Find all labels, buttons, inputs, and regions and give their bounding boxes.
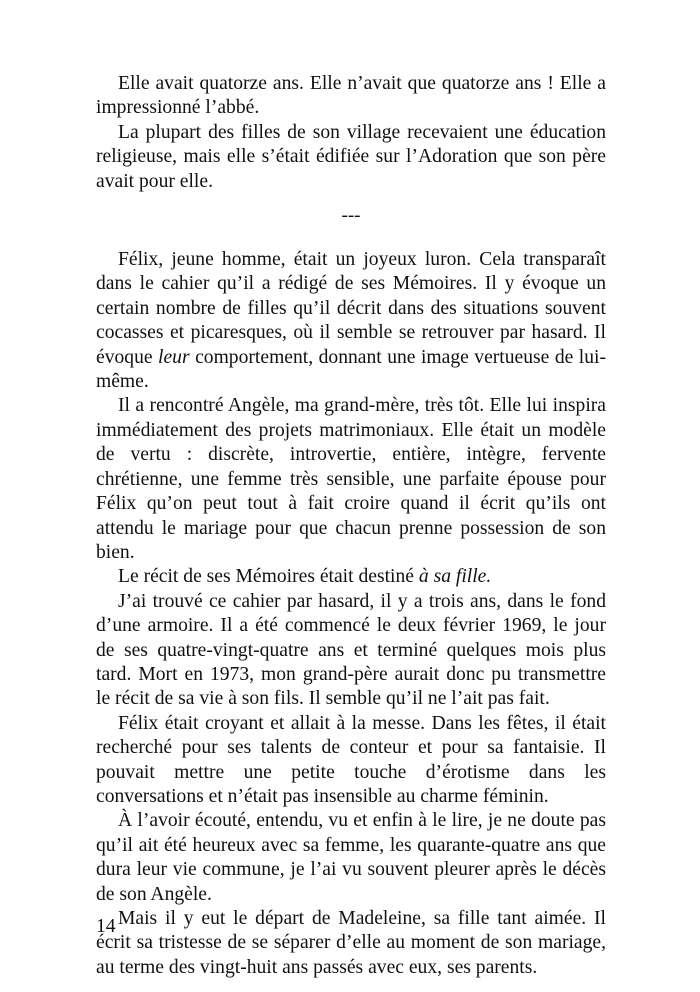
paragraph-quatorze-ans: Elle avait quatorze ans. Elle n’avait que quatorze ans ! Elle a impressionné l’abbé.: [96, 73, 606, 119]
italic-word: leur: [158, 346, 190, 368]
paragraph-vie-commune: À l’avoir écouté, entendu, vu et enfin à le lire, je ne doute pas qu’il ait été heureux avec sa femme, les quarante-quatre ans que dura leur vie commune, je l’ai vu souvent pleurer après le décès de son Angèle.: [96, 810, 606, 905]
paragraph-cahier-trouve: J’ai trouvé ce cahier par hasard, il y a trois ans, dans le fond d’une armoire. Il a été commencé le deux février 1969, le jour de ses quatre-vingt-quatre ans et terminé quelques mois plus tard. Mort en 1973, mon grand-père aurait donc pu transmettre le récit de sa vie à son fils. Il semble qu’il ne l’ait pas fait.: [96, 590, 606, 710]
paragraph-felix-jeune-homme: [96, 248, 606, 394]
page-number: 14: [96, 916, 116, 937]
paragraph-madeleine: Mais il y eut le départ de Madeleine, sa fille tant aimée. Il écrit sa tristesse de se séparer d’elle au moment de son mariage, au terme des vingt-huit ans passés avec eux, ses parents.: [96, 908, 606, 978]
section-separator: ---: [341, 205, 361, 227]
paragraph-angele: Il a rencontré Angèle, ma grand-mère, très tôt. Elle lui inspira immédiatement des projets matrimoniaux. Elle était un modèle de vertu : discrète, introvertie, entière, intègre, fervente chrétienne, une femme très sensible, une parfaite épouse pour Félix qu’on peut tout à fait croire quand il écrit qu’ils ont attendu le mariage pour que chacun prenne possession de son bien.: [96, 395, 606, 563]
paragraph-recit-memoires: [96, 565, 606, 589]
paragraph-text: Félix, jeune homme, était un joyeux luron. Cela transparaît dans le cahier qu’il a rédigé de ses Mémoires. Il y évoque un certain nombre de filles qu’il décrit dans des situations souvent cocasses et picaresques, où il semble se retrouver par hasard. Il évoque: [96, 249, 606, 368]
page-body: [96, 72, 606, 980]
section-gap: [96, 228, 606, 248]
italic-phrase: à sa fille.: [418, 566, 492, 588]
paragraph-education: La plupart des filles de son village recevaient une éducation religieuse, mais elle s’était édifiée sur l’Adoration que son père avait pour elle.: [96, 121, 606, 192]
paragraph-text-end: comportement, donnant une image vertueuse de lui-même.: [96, 346, 606, 393]
paragraph-text: Le récit de ses Mémoires était destiné: [118, 566, 419, 588]
paragraph-felix-croyant: Félix était croyant et allait à la messe. Dans les fêtes, il était recherché pour ses talents de conteur et pour sa fantaisie. Il pouvait mettre une petite touche d’érotisme dans les conversations et n’était pas insensible au charme féminin.: [96, 712, 606, 807]
